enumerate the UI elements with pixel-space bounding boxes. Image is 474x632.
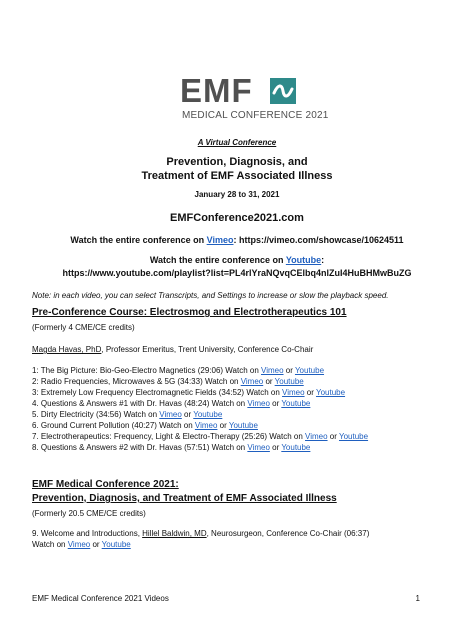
- vimeo-link[interactable]: Vimeo: [240, 377, 264, 386]
- playback-note: Note: in each video, you can select Transcripts, and Settings to increase or slow the playback speed.: [32, 291, 389, 300]
- footer-title: EMF Medical Conference 2021 Videos: [32, 594, 169, 603]
- vimeo-link[interactable]: Vimeo: [305, 432, 328, 441]
- vimeo-link[interactable]: Vimeo: [159, 410, 182, 419]
- video-list-item: [32, 421, 258, 430]
- welcome-vimeo-link[interactable]: Vimeo: [67, 540, 91, 549]
- main-conference-credits: (Formerly 20.5 CME/CE credits): [32, 509, 146, 518]
- welcome-watch-on: Watch on: [32, 540, 68, 549]
- video-list-item: [32, 377, 304, 386]
- video-title: 5. Dirty Electricity (34:56) Watch on: [32, 410, 160, 419]
- title-line-2: Treatment of EMF Associated Illness: [141, 170, 333, 182]
- main-conference-heading: EMF Medical Conference 2021:: [32, 479, 179, 490]
- speaker-link[interactable]: Magda Havas, PhD: [32, 345, 102, 354]
- conference-dates: January 28 to 31, 2021: [194, 190, 280, 199]
- vimeo-link[interactable]: Vimeo: [206, 235, 234, 245]
- youtube-link[interactable]: Youtube: [193, 410, 223, 419]
- youtube-link[interactable]: Youtube: [294, 366, 325, 375]
- or-separator: or: [327, 432, 339, 441]
- conference-site: EMFConference2021.com: [170, 212, 304, 224]
- watch-youtube-prefix: Watch the entire conference on: [149, 255, 286, 265]
- or-separator: or: [269, 399, 282, 408]
- youtube-link[interactable]: Youtube: [228, 421, 258, 430]
- speaker-line: [32, 345, 313, 354]
- video-title: 1: The Big Picture: Bio-Geo-Electro Magnetics (29:06) Watch on: [32, 366, 261, 375]
- or-separator: or: [217, 421, 229, 430]
- vimeo-link[interactable]: Vimeo: [247, 399, 270, 408]
- watch-youtube-suffix: :: [321, 255, 325, 265]
- welcome-youtube-link[interactable]: Youtube: [101, 540, 131, 549]
- welcome-line: [32, 529, 369, 538]
- welcome-prefix: 9. Welcome and Introductions,: [32, 529, 143, 538]
- youtube-link[interactable]: Youtube: [274, 377, 304, 386]
- or-separator: or: [304, 388, 316, 397]
- video-list-item: [32, 410, 222, 419]
- or-separator: or: [283, 366, 295, 375]
- video-list-item: [32, 399, 310, 408]
- video-title: 3: Extremely Low Frequency Electromagnetic Fields (34:52) Watch on: [32, 388, 283, 397]
- logo-subtitle: MEDICAL CONFERENCE 2021: [182, 110, 329, 121]
- youtube-playlist-url: https://www.youtube.com/playlist?list=PL4rlYraNQvqCElbq4nlZuI4HuBHMwBuZG: [62, 268, 412, 278]
- video-title: 4. Questions & Answers #1 with Dr. Havas (48:24) Watch on: [32, 399, 248, 408]
- video-list-item: [32, 443, 310, 452]
- video-title: 6. Ground Current Pollution (40:27) Watch on: [32, 421, 195, 430]
- youtube-link[interactable]: Youtube: [285, 255, 322, 265]
- pre-conference-credits: (Formerly 4 CME/CE credits): [32, 323, 135, 332]
- watch-vimeo-suffix: : https://vimeo.com/showcase/10624511: [233, 235, 404, 245]
- video-title: 2: Radio Frequencies, Microwaves & 5G (34:33) Watch on: [32, 377, 241, 386]
- title-line-1: Prevention, Diagnosis, and: [166, 156, 308, 168]
- vimeo-link[interactable]: Vimeo: [261, 366, 284, 375]
- speaker-affiliation: , Professor Emeritus, Trent University, Conference Co-Chair: [101, 345, 314, 354]
- virtual-conference-label: A Virtual Conference: [197, 138, 277, 147]
- youtube-link[interactable]: Youtube: [338, 432, 369, 441]
- welcome-suffix: , Neurosurgeon, Conference Co-Chair (06:37): [206, 529, 370, 538]
- video-list-item: [32, 366, 324, 375]
- welcome-watch-line: [32, 540, 131, 549]
- watch-youtube-line: [0, 255, 474, 265]
- or-separator: or: [269, 443, 282, 452]
- video-title: 8. Questions & Answers #2 with Dr. Havas (57:51) Watch on: [32, 443, 248, 452]
- welcome-or: or: [90, 540, 102, 549]
- page-number: 1: [415, 594, 420, 603]
- emf-logo: [180, 72, 329, 130]
- logo-wave-icon: [270, 78, 296, 104]
- vimeo-link[interactable]: Vimeo: [194, 421, 218, 430]
- vimeo-link[interactable]: Vimeo: [247, 443, 270, 452]
- main-conference-subheading: Prevention, Diagnosis, and Treatment of EMF Associated Illness: [32, 493, 337, 504]
- video-list-item: [32, 388, 345, 397]
- speaker-baldwin-link[interactable]: Hillel Baldwin, MD: [142, 529, 207, 538]
- video-list-item: [32, 432, 368, 441]
- video-title: 7. Electrotherapeutics: Frequency, Light & Electro-Therapy (25:26) Watch on: [32, 432, 306, 441]
- watch-vimeo-prefix: Watch the entire conference on: [70, 235, 207, 245]
- youtube-link[interactable]: Youtube: [281, 399, 311, 408]
- vimeo-link[interactable]: Vimeo: [282, 388, 305, 397]
- youtube-link[interactable]: Youtube: [315, 388, 346, 397]
- or-separator: or: [181, 410, 194, 419]
- logo-text: EMF: [180, 72, 253, 109]
- or-separator: or: [263, 377, 275, 386]
- pre-conference-heading: Pre-Conference Course: Electrosmog and Electrotherapeutics 101: [32, 307, 347, 318]
- youtube-link[interactable]: Youtube: [281, 443, 311, 452]
- watch-vimeo-line: [0, 235, 474, 245]
